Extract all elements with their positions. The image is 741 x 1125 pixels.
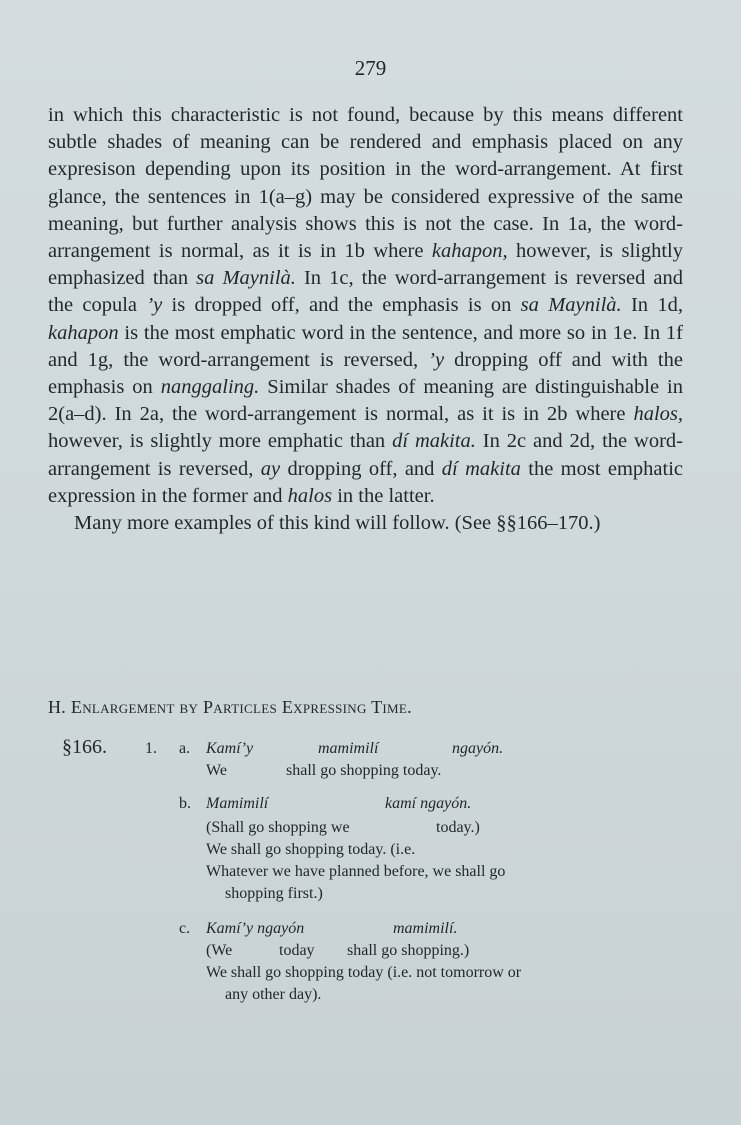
text-run: in the latter. xyxy=(332,484,435,507)
italic-term: sa Maynilà. xyxy=(196,267,296,290)
example-number: 1. xyxy=(145,740,157,757)
text-run: however, is slightly more emphatic than xyxy=(48,430,393,453)
page-number: 279 xyxy=(354,56,387,80)
example-a-tagalog-2: mamimilí xyxy=(318,740,379,757)
example-b-tagalog-2: kamí ngayón. xyxy=(385,795,472,812)
italic-term: halos, xyxy=(633,403,683,426)
italic-term: ’y xyxy=(428,348,445,371)
example-c-translation-1: We shall go shopping today (i.e. not tomorrow or xyxy=(206,964,522,981)
example-a-letter: a. xyxy=(179,740,191,757)
example-c-letter: c. xyxy=(179,920,191,937)
example-a-tagalog-1: Kamí’y xyxy=(206,740,254,757)
example-c-tagalog-2: mamimilí. xyxy=(393,920,458,937)
example-b-tagalog-1: Mamimilí xyxy=(206,795,269,812)
text-run: In 1c, the word-arrangement is reversed and the copula xyxy=(48,267,683,317)
example-a-tagalog-3: ngayón. xyxy=(452,740,504,757)
example-b-translation-2: Whatever we have planned before, we shall go xyxy=(206,863,506,880)
italic-term: dí makita xyxy=(441,457,521,480)
example-b-letter: b. xyxy=(179,795,191,812)
example-b-gloss-1: (Shall go shopping we xyxy=(206,819,350,836)
paragraph-1 xyxy=(48,102,683,510)
text-run: In 2c and 2d, the word-arrangement is reversed, xyxy=(48,430,683,480)
text-run: dropping off and with the emphasis on xyxy=(48,348,683,399)
text-run: however, is slightly emphasized than xyxy=(48,240,683,290)
italic-term: halos xyxy=(287,484,333,507)
text-run: is the most emphatic word in the sentence, and more so in 1e. In 1f and 1g, the word-arrangement is reversed, xyxy=(48,321,683,371)
italic-term: kahapon xyxy=(48,321,119,344)
example-b-translation-3: shopping first.) xyxy=(225,885,323,902)
body-text xyxy=(48,102,683,537)
example-b-translation-1: We shall go shopping today. (i.e. xyxy=(206,841,416,858)
example-c-gloss-3: shall go shopping.) xyxy=(347,942,470,959)
italic-term: nanggaling. xyxy=(160,376,260,399)
text-run: Similar shades of meaning are distinguishable in 2(a–d). In 2a, the word-arrangement is normal, as it is in 2b where xyxy=(48,376,684,426)
italic-term: ’y xyxy=(146,294,163,317)
section-number: §166. xyxy=(62,736,107,758)
italic-term: kahapon, xyxy=(431,240,508,263)
example-c-translation-2: any other day). xyxy=(225,986,322,1003)
example-c-gloss-2: today xyxy=(279,942,315,959)
italic-term: sa Maynilà. xyxy=(520,294,622,317)
paragraph-2: Many more examples of this kind will follow. (See §§166–170.) xyxy=(74,512,601,535)
italic-term: ay xyxy=(260,457,281,480)
example-a-gloss-2: shall go shopping today. xyxy=(286,762,442,779)
example-c-gloss-1: (We xyxy=(206,942,233,959)
text-run: In 1d, xyxy=(621,294,683,317)
example-c-tagalog-1: Kamí’y ngayón xyxy=(206,920,305,937)
example-b-gloss-2: today.) xyxy=(436,819,480,836)
text-run: dropping off, and xyxy=(280,457,442,480)
italic-term: dí makita. xyxy=(392,430,476,453)
text-run: in which this characteristic is not found, because by this means different subtle shades of meaning can be rendered and emphasis placed on any expresison depending upon its position in the word-arrangement. At first glance, the sentences in 1(a–g) may be considered expressive of the same meaning, but further analysis shows this is not the case. In 1a, the word-arrangement is normal, as it is in 1b where xyxy=(48,104,683,263)
text-run: is dropped off, and the emphasis is on xyxy=(162,294,521,317)
section-heading: H. Enlargement by Particles Expressing Time. xyxy=(48,697,412,717)
text-run: the most emphatic expression in the former and xyxy=(48,457,683,507)
example-a-gloss-1: We xyxy=(206,762,227,779)
